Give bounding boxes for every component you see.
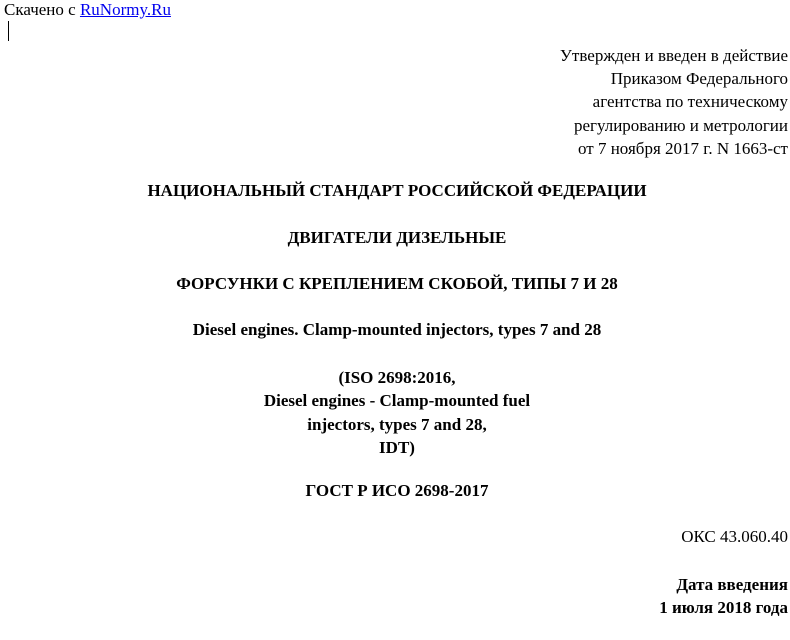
oks-code: ОКС 43.060.40 xyxy=(681,527,788,546)
iso-reference-line: Diesel engines - Clamp-mounted fuel xyxy=(263,391,531,411)
source-line xyxy=(4,0,171,20)
approval-line: агентства по техническому xyxy=(592,92,788,112)
introduction-label: Дата введения xyxy=(676,575,788,594)
document-title-english: Diesel engines. Clamp-mounted injectors, types 7 and 28 xyxy=(192,320,602,339)
introduction-date: 1 июля 2018 года xyxy=(659,598,788,617)
approval-line: регулированию и метрологии xyxy=(573,115,788,135)
document-title-sub: ФОРСУНКИ С КРЕПЛЕНИЕМ СКОБОЙ, ТИПЫ 7 И 28 xyxy=(176,274,618,293)
national-standard-heading: НАЦИОНАЛЬНЫЙ СТАНДАРТ РОССИЙСКОЙ ФЕДЕРАЦИИ xyxy=(147,181,647,200)
iso-reference-block xyxy=(0,366,790,459)
introduction-date-block xyxy=(659,573,788,619)
source-prefix: Скачено с xyxy=(4,0,80,19)
document-title-main: ДВИГАТЕЛИ ДИЗЕЛЬНЫЕ xyxy=(287,228,507,247)
runormy-link[interactable]: RuNormy.Ru xyxy=(79,0,171,19)
approval-block xyxy=(560,44,788,160)
iso-reference-line: IDT) xyxy=(379,437,415,457)
iso-reference-line: (ISO 2698:2016, xyxy=(338,368,456,387)
gost-number: ГОСТ Р ИСО 2698-2017 xyxy=(305,481,489,500)
approval-line: Утвержден и введен в действие xyxy=(559,46,788,65)
iso-reference-line: injectors, types 7 and 28, xyxy=(307,414,487,434)
approval-line: от 7 ноября 2017 г. N 1663-ст xyxy=(578,138,788,158)
text-cursor xyxy=(8,21,9,41)
approval-line: Приказом Федерального xyxy=(610,69,788,89)
